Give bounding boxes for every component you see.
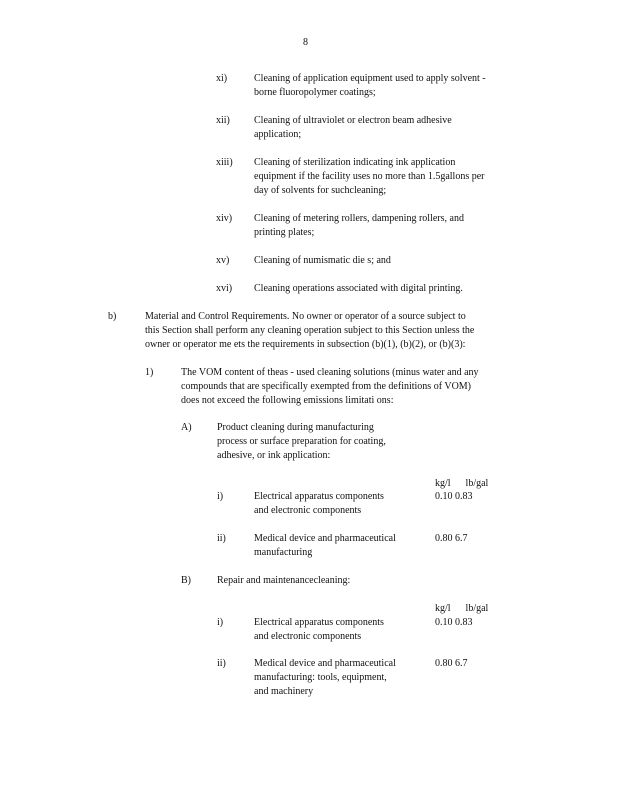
row-text: Medical device and pharmaceutical [254,533,396,544]
list-item-number: xvi) [216,283,233,294]
row-text: Medical device and pharmaceutical [254,658,396,669]
row-number: ii) [217,533,226,544]
section-b-text: this Section shall perform any cleaning operation subject to this Section unless the [145,325,475,336]
row-number: i) [217,617,224,628]
item-b-label: B) [181,575,191,586]
section-b-label: b) [108,311,117,322]
row-text: Electrical apparatus components [254,617,384,628]
row-values: 0.80 6.7 [435,658,468,669]
row-text: manufacturing [254,547,313,558]
item-1-text: The VOM content of theas - used cleaning solutions (minus water and any [181,367,479,378]
row-text: and electronic components [254,505,362,516]
units-header: kg/l lb/gal [435,603,489,614]
section-b-text: owner or operator me ets the requirements in subsection (b)(1), (b)(2), or (b)(3): [145,339,466,350]
list-item-text: Cleaning of sterilization indicating ink application [254,157,456,168]
list-item-number: xi) [216,73,228,84]
list-item-number: xii) [216,115,230,126]
page-number: 8 [303,37,308,48]
list-item-number: xiii) [216,157,233,168]
list-item-text: Cleaning of metering rollers, dampening rollers, and [254,213,464,224]
list-item-text: equipment if the facility uses no more than 1.5gallons per [254,171,485,182]
item-a-text: process or surface preparation for coating, [217,436,386,447]
item-1-label: 1) [145,367,154,378]
row-text: manufacturing: tools, equipment, [254,672,387,683]
list-item-text: Cleaning of application equipment used to apply solvent - [254,73,486,84]
section-b-text: Material and Control Requirements. No owner or operator of a source subject to [145,311,466,322]
list-item-text: day of solvents for suchcleaning; [254,185,387,196]
list-item-text: application; [254,129,302,140]
row-text: Electrical apparatus components [254,491,384,502]
list-item-number: xiv) [216,213,233,224]
list-item-text: Cleaning of ultraviolet or electron beam adhesive [254,115,452,126]
item-a-text: adhesive, or ink application: [217,450,331,461]
row-text: and electronic components [254,631,362,642]
row-number: i) [217,491,224,502]
row-values: 0.80 6.7 [435,533,468,544]
list-item-text: Cleaning of numismatic die s; and [254,255,391,266]
item-1-text: compounds that are specifically exempted from the definitions of VOM) [181,381,472,392]
list-item-text: printing plates; [254,227,315,238]
item-1-text: does not exceed the following emissions limitati ons: [181,395,394,406]
list-item-text: Cleaning operations associated with digital printing. [254,283,463,294]
row-text: and machinery [254,686,314,697]
item-b-text: Repair and maintenancecleaning: [217,575,351,586]
units-header: kg/l lb/gal [435,478,489,489]
list-item-number: xv) [216,255,230,266]
list-item-text: borne fluoropolymer coatings; [254,87,376,98]
row-values: 0.10 0.83 [435,617,473,628]
item-a-text: Product cleaning during manufacturing [217,422,374,433]
row-number: ii) [217,658,226,669]
item-a-label: A) [181,422,192,433]
row-values: 0.10 0.83 [435,491,473,502]
